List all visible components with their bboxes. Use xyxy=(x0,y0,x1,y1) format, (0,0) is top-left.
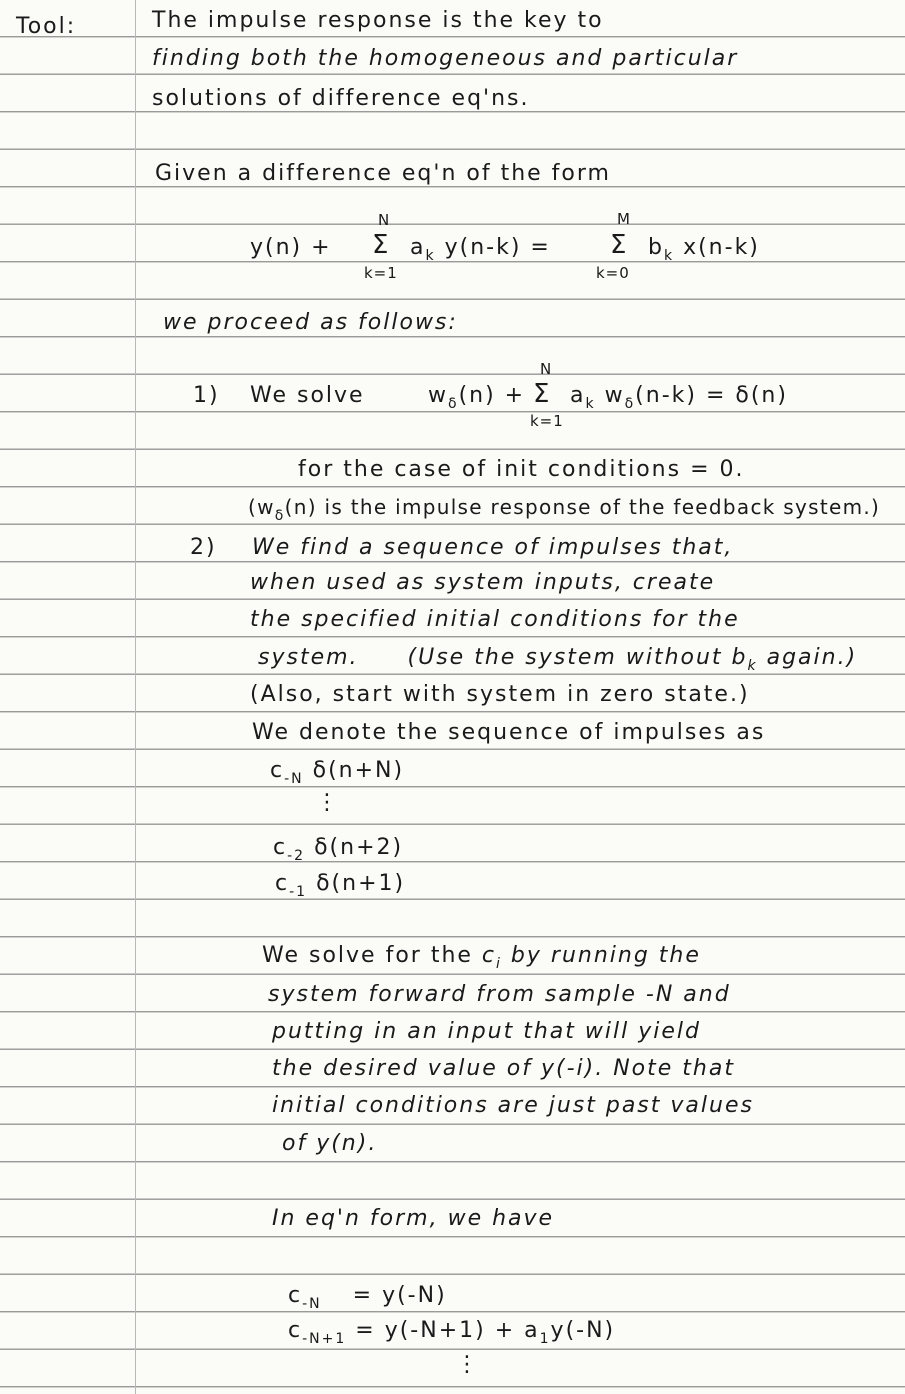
step1-equation-rest xyxy=(570,383,788,412)
solve-line-5: initial conditions are just past values xyxy=(272,1093,754,1118)
tool-label: Tool: xyxy=(16,14,77,39)
solve1b: by running the xyxy=(510,943,701,968)
solve-line-6: of y(n). xyxy=(282,1131,378,1156)
sum2-coef: b xyxy=(648,235,664,260)
seq3-rest: δ(n+1) xyxy=(316,871,406,896)
sum1-bottom: k=1 xyxy=(364,264,398,282)
step2-line-3: the specified initial conditions for the xyxy=(250,607,740,632)
eq-d: (n-k) = δ(n) xyxy=(635,383,788,408)
line4b: (Use the system without b xyxy=(407,645,748,670)
e2-sub2: 1 xyxy=(539,1331,551,1347)
sigma-icon: Σ xyxy=(610,230,629,260)
intro-line-1: The impulse response is the key to xyxy=(152,8,604,33)
e1-rest: = y(-N) xyxy=(352,1283,447,1308)
sum1-coef-sub: k xyxy=(425,248,436,264)
step2-number: 2) xyxy=(190,535,217,560)
w-symbol-2: w xyxy=(604,383,625,408)
eq-b: (n) + xyxy=(458,383,526,408)
step2-line-2: when used as system inputs, create xyxy=(250,570,716,595)
solve-line-3: putting in an input that will yield xyxy=(272,1019,701,1044)
sigma-icon: Σ xyxy=(533,379,552,409)
seq3-sub: -1 xyxy=(289,884,308,900)
e2-sub: -N+1 xyxy=(302,1331,347,1347)
e1-c: c xyxy=(288,1283,303,1308)
note-a: (w xyxy=(248,495,275,519)
seq-3 xyxy=(275,871,406,900)
seq1-c: c xyxy=(270,758,285,783)
step2-line-1: We find a sequence of impulses that, xyxy=(252,535,734,560)
sum1-top: N xyxy=(378,211,391,229)
e2-c: c xyxy=(288,1318,303,1343)
intro-line-2: finding both the homogeneous and particular xyxy=(152,46,739,71)
sum1-rest: y(n-k) = xyxy=(444,235,551,260)
step1-note xyxy=(248,495,881,524)
eq-lhs: y(n) + xyxy=(250,235,332,260)
seq-vdots: ⋮ xyxy=(316,790,340,815)
final-vdots: ⋮ xyxy=(456,1352,480,1377)
seq2-rest: δ(n+2) xyxy=(314,835,404,860)
solve1-sub: i xyxy=(496,956,502,972)
e2-rest: = y(-N+1) + a xyxy=(355,1318,540,1343)
sigma-icon: Σ xyxy=(372,230,391,260)
a-sub: k xyxy=(585,396,596,412)
seq3-c: c xyxy=(275,871,290,896)
solve-line-1 xyxy=(262,943,701,972)
solve-line-4: the desired value of y(-i). Note that xyxy=(272,1056,735,1081)
step1-sum-bottom: k=1 xyxy=(530,412,564,430)
line4a: system. xyxy=(258,645,359,670)
seq-1 xyxy=(270,758,405,787)
seq2-c: c xyxy=(273,835,288,860)
line4c: again.) xyxy=(766,645,858,670)
step1-number: 1) xyxy=(193,383,220,408)
eqn-form-line: In eq'n form, we have xyxy=(272,1206,555,1231)
solve1a: We solve for the xyxy=(262,943,473,968)
intro-line-3: solutions of difference eq'ns. xyxy=(152,86,530,111)
final-eq-1 xyxy=(288,1283,447,1312)
seq1-sub: -N xyxy=(284,771,304,787)
a-symbol: a xyxy=(570,383,586,408)
margin-line xyxy=(135,0,136,1394)
final-eq-2 xyxy=(288,1318,616,1347)
step1-equation xyxy=(428,383,526,412)
sum2-coef-sub: k xyxy=(663,248,675,264)
e2-rest2: y(-N) xyxy=(550,1318,616,1343)
solve1-c: c xyxy=(481,943,497,968)
note-sub: δ xyxy=(274,508,285,524)
step1-condition: for the case of init conditions = 0. xyxy=(298,457,745,482)
line4b-sub: k xyxy=(747,658,758,674)
e1-sub: -N xyxy=(302,1296,322,1312)
seq1-rest: δ(n+N) xyxy=(312,758,405,783)
given-line: Given a difference eq'n of the form xyxy=(155,161,611,186)
step2-line-5: (Also, start with system in zero state.) xyxy=(250,682,750,707)
solve-line-2: system forward from sample -N and xyxy=(268,982,731,1007)
sum1-term xyxy=(410,235,551,264)
w-sub-2: δ xyxy=(624,396,636,412)
sum1-coef: a xyxy=(410,235,426,260)
seq-2 xyxy=(273,835,404,864)
sum2-term xyxy=(648,235,760,264)
proceed-line: we proceed as follows: xyxy=(163,310,458,335)
sum2-rest: x(n-k) xyxy=(683,235,760,260)
step1-sum-top: N xyxy=(540,360,553,378)
sum2-bottom: k=0 xyxy=(596,264,630,282)
w-symbol: w xyxy=(428,383,448,408)
step1-text: We solve xyxy=(250,383,365,408)
step2-line-4 xyxy=(258,645,858,674)
w-sub: δ xyxy=(448,396,459,412)
step2-line-6: We denote the sequence of impulses as xyxy=(252,720,766,745)
note-b: (n) is the impulse response of the feedback system.) xyxy=(284,495,881,519)
seq2-sub: -2 xyxy=(287,848,306,864)
sum2-top: M xyxy=(617,210,631,228)
